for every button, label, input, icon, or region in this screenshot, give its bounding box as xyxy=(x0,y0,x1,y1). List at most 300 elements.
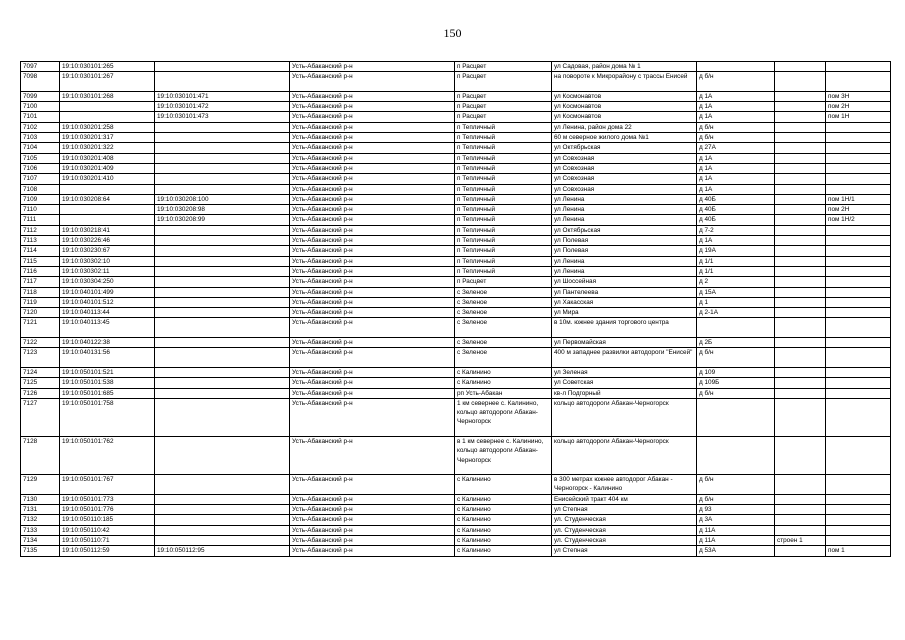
record-number-cell: 7110 xyxy=(21,205,60,215)
parent-cadastral-number-cell xyxy=(155,378,290,388)
building-cell xyxy=(775,72,826,92)
building-cell xyxy=(775,494,826,504)
house-number-cell: д 1А xyxy=(697,153,775,163)
premises-cell xyxy=(826,475,891,495)
building-cell xyxy=(775,338,826,348)
premises-cell: пом 3Н xyxy=(826,91,891,101)
house-number-cell: д б/н xyxy=(697,494,775,504)
house-number-cell: д 11А xyxy=(697,525,775,535)
record-number-cell: 7120 xyxy=(21,308,60,318)
locality-cell: с Зеленое xyxy=(455,348,552,368)
record-number-cell: 7129 xyxy=(21,475,60,495)
street-address-cell: ул Ленина xyxy=(552,266,697,276)
table-row xyxy=(21,308,891,318)
cadastral-number-cell: 19:10:050101:773 xyxy=(60,494,155,504)
premises-cell xyxy=(826,388,891,398)
parent-cadastral-number-cell xyxy=(155,297,290,307)
locality-cell: п Тепличный xyxy=(455,163,552,173)
locality-cell: п Тепличный xyxy=(455,266,552,276)
house-number-cell: д 2Б xyxy=(697,338,775,348)
locality-cell: с Калинино xyxy=(455,515,552,525)
street-address-cell: ул Пантелеева xyxy=(552,287,697,297)
street-address-cell: ул Ленина xyxy=(552,194,697,204)
cadastral-number-cell: 19:10:040131:56 xyxy=(60,348,155,368)
cadastral-number-cell: 19:10:030304:250 xyxy=(60,277,155,287)
record-number-cell: 7117 xyxy=(21,277,60,287)
building-cell xyxy=(775,398,826,436)
parent-cadastral-number-cell xyxy=(155,277,290,287)
street-address-cell: ул Советская xyxy=(552,378,697,388)
cadastral-number-cell: 19:10:030201:322 xyxy=(60,143,155,153)
street-address-cell: ул Октябрьская xyxy=(552,225,697,235)
locality-cell: п Тепличный xyxy=(455,225,552,235)
record-number-cell: 7107 xyxy=(21,174,60,184)
house-number-cell: д 1А xyxy=(697,102,775,112)
house-number-cell: д 3А xyxy=(697,515,775,525)
locality-cell: с Калинино xyxy=(455,378,552,388)
building-cell xyxy=(775,525,826,535)
premises-cell xyxy=(826,367,891,377)
house-number-cell: д 1А xyxy=(697,184,775,194)
premises-cell xyxy=(826,256,891,266)
house-number-cell: д 7-2 xyxy=(697,225,775,235)
locality-cell: с Калинино xyxy=(455,525,552,535)
premises-cell xyxy=(826,535,891,545)
record-number-cell: 7131 xyxy=(21,505,60,515)
table-row xyxy=(21,505,891,515)
parent-cadastral-number-cell: 19:10:030101:472 xyxy=(155,102,290,112)
premises-cell: пом 1 xyxy=(826,546,891,556)
locality-cell: п Тепличный xyxy=(455,205,552,215)
house-number-cell: д б/н xyxy=(697,133,775,143)
record-number-cell: 7100 xyxy=(21,102,60,112)
record-number-cell: 7121 xyxy=(21,318,60,338)
premises-cell: пом 1Н/1 xyxy=(826,194,891,204)
district-cell: Усть-Абаканский р-н xyxy=(290,215,455,225)
premises-cell xyxy=(826,505,891,515)
cadastral-number-cell: 19:10:030101:265 xyxy=(60,62,155,72)
building-cell xyxy=(775,143,826,153)
table-row xyxy=(21,277,891,287)
street-address-cell: ул Полевая xyxy=(552,246,697,256)
table-row xyxy=(21,535,891,545)
record-number-cell: 7130 xyxy=(21,494,60,504)
cadastral-number-cell: 19:10:030302:10 xyxy=(60,256,155,266)
parent-cadastral-number-cell xyxy=(155,318,290,338)
parent-cadastral-number-cell xyxy=(155,436,290,474)
locality-cell: с Калинино xyxy=(455,475,552,495)
district-cell: Усть-Абаканский р-н xyxy=(290,72,455,92)
locality-cell: с Зеленое xyxy=(455,308,552,318)
cadastral-number-cell: 19:10:050101:758 xyxy=(60,398,155,436)
house-number-cell: д б/н xyxy=(697,388,775,398)
cadastral-number-cell xyxy=(60,112,155,122)
district-cell: Усть-Абаканский р-н xyxy=(290,62,455,72)
premises-cell xyxy=(826,515,891,525)
table-row xyxy=(21,91,891,101)
building-cell xyxy=(775,194,826,204)
record-number-cell: 7106 xyxy=(21,163,60,173)
street-address-cell: ул. Студенческая xyxy=(552,525,697,535)
locality-cell: п Тепличный xyxy=(455,246,552,256)
record-number-cell: 7133 xyxy=(21,525,60,535)
cadastral-number-cell: 19:10:040122:38 xyxy=(60,338,155,348)
building-cell xyxy=(775,308,826,318)
locality-cell: п Тепличный xyxy=(455,122,552,132)
record-number-cell: 7114 xyxy=(21,246,60,256)
cadastral-number-cell: 19:10:050101:776 xyxy=(60,505,155,515)
parent-cadastral-number-cell xyxy=(155,256,290,266)
cadastral-number-cell xyxy=(60,205,155,215)
cadastral-number-cell: 19:10:050101:521 xyxy=(60,367,155,377)
locality-cell: с Зеленое xyxy=(455,287,552,297)
house-number-cell: д 1А xyxy=(697,112,775,122)
street-address-cell: ул Полевая xyxy=(552,236,697,246)
premises-cell xyxy=(826,153,891,163)
parent-cadastral-number-cell xyxy=(155,398,290,436)
parent-cadastral-number-cell xyxy=(155,535,290,545)
table-row xyxy=(21,388,891,398)
premises-cell xyxy=(826,72,891,92)
building-cell xyxy=(775,205,826,215)
cadastral-number-cell: 19:10:040101:499 xyxy=(60,287,155,297)
locality-cell: с Калинино xyxy=(455,535,552,545)
building-cell xyxy=(775,266,826,276)
record-number-cell: 7101 xyxy=(21,112,60,122)
house-number-cell: д 1/1 xyxy=(697,256,775,266)
cadastral-number-cell xyxy=(60,184,155,194)
locality-cell: п Тепличный xyxy=(455,174,552,184)
parent-cadastral-number-cell xyxy=(155,515,290,525)
street-address-cell: ул Космонавтов xyxy=(552,112,697,122)
cadastral-number-cell: 19:10:030208:64 xyxy=(60,194,155,204)
district-cell: Усть-Абаканский р-н xyxy=(290,153,455,163)
building-cell xyxy=(775,475,826,495)
building-cell xyxy=(775,388,826,398)
house-number-cell: д 1/1 xyxy=(697,266,775,276)
premises-cell xyxy=(826,184,891,194)
street-address-cell: ул Хакасская xyxy=(552,297,697,307)
cadastral-number-cell: 19:10:030101:268 xyxy=(60,91,155,101)
street-address-cell: ул Степная xyxy=(552,505,697,515)
cadastral-number-cell: 19:10:030230:67 xyxy=(60,246,155,256)
table-row xyxy=(21,133,891,143)
premises-cell xyxy=(826,348,891,368)
district-cell: Усть-Абаканский р-н xyxy=(290,378,455,388)
record-number-cell: 7104 xyxy=(21,143,60,153)
cadastral-number-cell: 19:10:050110:71 xyxy=(60,535,155,545)
cadastral-number-cell: 19:10:050110:185 xyxy=(60,515,155,525)
premises-cell: пом 1Н/2 xyxy=(826,215,891,225)
district-cell: Усть-Абаканский р-н xyxy=(290,143,455,153)
district-cell: Усть-Абаканский р-н xyxy=(290,535,455,545)
parent-cadastral-number-cell xyxy=(155,287,290,297)
table-row xyxy=(21,143,891,153)
table-row xyxy=(21,215,891,225)
building-cell xyxy=(775,62,826,72)
cadastral-number-cell: 19:10:050110:42 xyxy=(60,525,155,535)
table-row xyxy=(21,153,891,163)
table-row xyxy=(21,287,891,297)
street-address-cell: ул Зеленая xyxy=(552,367,697,377)
premises-cell xyxy=(826,308,891,318)
cadastral-number-cell: 19:10:030302:11 xyxy=(60,266,155,276)
cadastral-number-cell: 19:10:050101:685 xyxy=(60,388,155,398)
parent-cadastral-number-cell: 19:10:030208:100 xyxy=(155,194,290,204)
premises-cell xyxy=(826,246,891,256)
district-cell: Усть-Абаканский р-н xyxy=(290,225,455,235)
street-address-cell: ул Совхозная xyxy=(552,184,697,194)
street-address-cell: ул Ленина xyxy=(552,205,697,215)
premises-cell xyxy=(826,398,891,436)
street-address-cell: ул Космонавтов xyxy=(552,102,697,112)
table-row xyxy=(21,398,891,436)
house-number-cell: д 2 xyxy=(697,277,775,287)
table-row xyxy=(21,318,891,338)
street-address-cell: ул Ленина, район дома 22 xyxy=(552,122,697,132)
parent-cadastral-number-cell xyxy=(155,143,290,153)
house-number-cell: д 27А xyxy=(697,143,775,153)
house-number-cell xyxy=(697,62,775,72)
house-number-cell: д 53А xyxy=(697,546,775,556)
premises-cell xyxy=(826,62,891,72)
street-address-cell: на повороте к Микрорайону с трассы Енисей xyxy=(552,72,697,92)
district-cell: Усть-Абаканский р-н xyxy=(290,494,455,504)
building-cell xyxy=(775,174,826,184)
table-row xyxy=(21,72,891,92)
locality-cell: п Тепличный xyxy=(455,194,552,204)
building-cell xyxy=(775,348,826,368)
cadastral-number-cell: 19:10:040113:45 xyxy=(60,318,155,338)
parent-cadastral-number-cell xyxy=(155,163,290,173)
building-cell xyxy=(775,102,826,112)
building-cell xyxy=(775,367,826,377)
record-number-cell: 7097 xyxy=(21,62,60,72)
locality-cell: п Тепличный xyxy=(455,133,552,143)
house-number-cell: д б/н xyxy=(697,475,775,495)
parent-cadastral-number-cell: 19:10:030208:98 xyxy=(155,205,290,215)
table-row xyxy=(21,174,891,184)
street-address-cell: ул Октябрьская xyxy=(552,143,697,153)
district-cell: Усть-Абаканский р-н xyxy=(290,133,455,143)
table-row xyxy=(21,194,891,204)
locality-cell: п Тепличный xyxy=(455,256,552,266)
table-row xyxy=(21,515,891,525)
street-address-cell: ул Степная xyxy=(552,546,697,556)
table-row xyxy=(21,102,891,112)
street-address-cell: ул Ленина xyxy=(552,215,697,225)
parent-cadastral-number-cell xyxy=(155,184,290,194)
street-address-cell: ул Садовая, район дома № 1 xyxy=(552,62,697,72)
building-cell xyxy=(775,225,826,235)
cadastral-number-cell: 19:10:040113:44 xyxy=(60,308,155,318)
record-number-cell: 7128 xyxy=(21,436,60,474)
parent-cadastral-number-cell: 19:10:030101:473 xyxy=(155,112,290,122)
record-number-cell: 7118 xyxy=(21,287,60,297)
parent-cadastral-number-cell xyxy=(155,236,290,246)
street-address-cell: ул Совхозная xyxy=(552,153,697,163)
locality-cell: п Расцвет xyxy=(455,112,552,122)
parent-cadastral-number-cell xyxy=(155,62,290,72)
premises-cell xyxy=(826,174,891,184)
street-address-cell: 400 м западнее развилки автодороги "Енисей" xyxy=(552,348,697,368)
building-cell xyxy=(775,246,826,256)
table-row xyxy=(21,225,891,235)
premises-cell: пом 2Н xyxy=(826,102,891,112)
building-cell xyxy=(775,318,826,338)
record-number-cell: 7125 xyxy=(21,378,60,388)
record-number-cell: 7123 xyxy=(21,348,60,368)
cadastral-number-cell xyxy=(60,215,155,225)
parent-cadastral-number-cell xyxy=(155,266,290,276)
district-cell: Усть-Абаканский р-н xyxy=(290,297,455,307)
district-cell: Усть-Абаканский р-н xyxy=(290,266,455,276)
locality-cell: п Тепличный xyxy=(455,143,552,153)
cadastral-number-cell: 19:10:050101:762 xyxy=(60,436,155,474)
house-number-cell: д 1А xyxy=(697,163,775,173)
table-row xyxy=(21,256,891,266)
building-cell xyxy=(775,436,826,474)
cadastral-number-cell: 19:10:030101:267 xyxy=(60,72,155,92)
locality-cell: п Расцвет xyxy=(455,102,552,112)
table-row xyxy=(21,205,891,215)
locality-cell: с Зеленое xyxy=(455,297,552,307)
premises-cell xyxy=(826,494,891,504)
parent-cadastral-number-cell xyxy=(155,133,290,143)
record-number-cell: 7099 xyxy=(21,91,60,101)
district-cell: Усть-Абаканский р-н xyxy=(290,122,455,132)
locality-cell: с Зеленое xyxy=(455,338,552,348)
parent-cadastral-number-cell xyxy=(155,174,290,184)
locality-cell: п Тепличный xyxy=(455,184,552,194)
house-number-cell: д 1 xyxy=(697,297,775,307)
table-row xyxy=(21,378,891,388)
table-row xyxy=(21,266,891,276)
premises-cell xyxy=(826,277,891,287)
locality-cell: в 1 км севернее с. Калинино, кольцо автодороги Абакан-Черногорск xyxy=(455,436,552,474)
parent-cadastral-number-cell xyxy=(155,348,290,368)
district-cell: Усть-Абаканский р-н xyxy=(290,112,455,122)
locality-cell: п Расцвет xyxy=(455,91,552,101)
parent-cadastral-number-cell: 19:10:050112:95 xyxy=(155,546,290,556)
parent-cadastral-number-cell xyxy=(155,525,290,535)
table-row xyxy=(21,475,891,495)
house-number-cell: д 109 xyxy=(697,367,775,377)
district-cell: Усть-Абаканский р-н xyxy=(290,546,455,556)
record-number-cell: 7119 xyxy=(21,297,60,307)
table-row xyxy=(21,184,891,194)
district-cell: Усть-Абаканский р-н xyxy=(290,515,455,525)
locality-cell: рп Усть-Абакан xyxy=(455,388,552,398)
table-row xyxy=(21,348,891,368)
page-number: 150 xyxy=(443,26,462,40)
parent-cadastral-number-cell xyxy=(155,494,290,504)
table-row xyxy=(21,494,891,504)
parent-cadastral-number-cell xyxy=(155,367,290,377)
locality-cell: п Тепличный xyxy=(455,236,552,246)
building-cell xyxy=(775,184,826,194)
table-row xyxy=(21,436,891,474)
building-cell xyxy=(775,277,826,287)
table-body xyxy=(21,62,891,557)
record-number-cell: 7103 xyxy=(21,133,60,143)
house-number-cell: д б/н xyxy=(697,72,775,92)
district-cell: Усть-Абаканский р-н xyxy=(290,367,455,377)
premises-cell xyxy=(826,225,891,235)
building-cell: строен 1 xyxy=(775,535,826,545)
table-row xyxy=(21,236,891,246)
table-row xyxy=(21,62,891,72)
building-cell xyxy=(775,378,826,388)
parent-cadastral-number-cell xyxy=(155,225,290,235)
record-number-cell: 7111 xyxy=(21,215,60,225)
street-address-cell: ул Шоссейная xyxy=(552,277,697,287)
house-number-cell: д 109Б xyxy=(697,378,775,388)
locality-cell: с Калинино xyxy=(455,546,552,556)
parent-cadastral-number-cell: 19:10:030101:471 xyxy=(155,91,290,101)
district-cell: Усть-Абаканский р-н xyxy=(290,318,455,338)
table-row xyxy=(21,367,891,377)
cadastral-number-cell: 19:10:030201:410 xyxy=(60,174,155,184)
parent-cadastral-number-cell: 19:10:030208:99 xyxy=(155,215,290,225)
street-address-cell: кв-л Подгорный xyxy=(552,388,697,398)
table-row xyxy=(21,163,891,173)
property-registry-table xyxy=(20,61,891,557)
parent-cadastral-number-cell xyxy=(155,505,290,515)
table-row xyxy=(21,297,891,307)
record-number-cell: 7126 xyxy=(21,388,60,398)
parent-cadastral-number-cell xyxy=(155,122,290,132)
record-number-cell: 7116 xyxy=(21,266,60,276)
cadastral-number-cell: 19:10:050101:767 xyxy=(60,475,155,495)
locality-cell: п Расцвет xyxy=(455,277,552,287)
street-address-cell: кольцо автодороги Абакан-Черногорск xyxy=(552,436,697,474)
house-number-cell: д 19А xyxy=(697,246,775,256)
house-number-cell: д 1А xyxy=(697,236,775,246)
street-address-cell: 60 м северное жилого дома №1 xyxy=(552,133,697,143)
premises-cell xyxy=(826,133,891,143)
locality-cell: с Калинино xyxy=(455,367,552,377)
street-address-cell: ул Мира xyxy=(552,308,697,318)
premises-cell xyxy=(826,378,891,388)
cadastral-number-cell: 19:10:030201:258 xyxy=(60,122,155,132)
district-cell: Усть-Абаканский р-н xyxy=(290,163,455,173)
street-address-cell: ул. Студенческая xyxy=(552,515,697,525)
parent-cadastral-number-cell xyxy=(155,388,290,398)
house-number-cell xyxy=(697,436,775,474)
building-cell xyxy=(775,297,826,307)
record-number-cell: 7102 xyxy=(21,122,60,132)
record-number-cell: 7113 xyxy=(21,236,60,246)
locality-cell: с Калинино xyxy=(455,494,552,504)
record-number-cell: 7115 xyxy=(21,256,60,266)
premises-cell xyxy=(826,525,891,535)
house-number-cell: д б/н xyxy=(697,348,775,368)
table-row xyxy=(21,246,891,256)
record-number-cell: 7109 xyxy=(21,194,60,204)
district-cell: Усть-Абаканский р-н xyxy=(290,475,455,495)
house-number-cell: д 1А xyxy=(697,91,775,101)
parent-cadastral-number-cell xyxy=(155,153,290,163)
record-number-cell: 7135 xyxy=(21,546,60,556)
house-number-cell: д 1А xyxy=(697,174,775,184)
building-cell xyxy=(775,505,826,515)
district-cell: Усть-Абаканский р-н xyxy=(290,277,455,287)
cadastral-number-cell: 19:10:030218:41 xyxy=(60,225,155,235)
district-cell: Усть-Абаканский р-н xyxy=(290,398,455,436)
table-row xyxy=(21,112,891,122)
premises-cell: пом 1Н xyxy=(826,112,891,122)
